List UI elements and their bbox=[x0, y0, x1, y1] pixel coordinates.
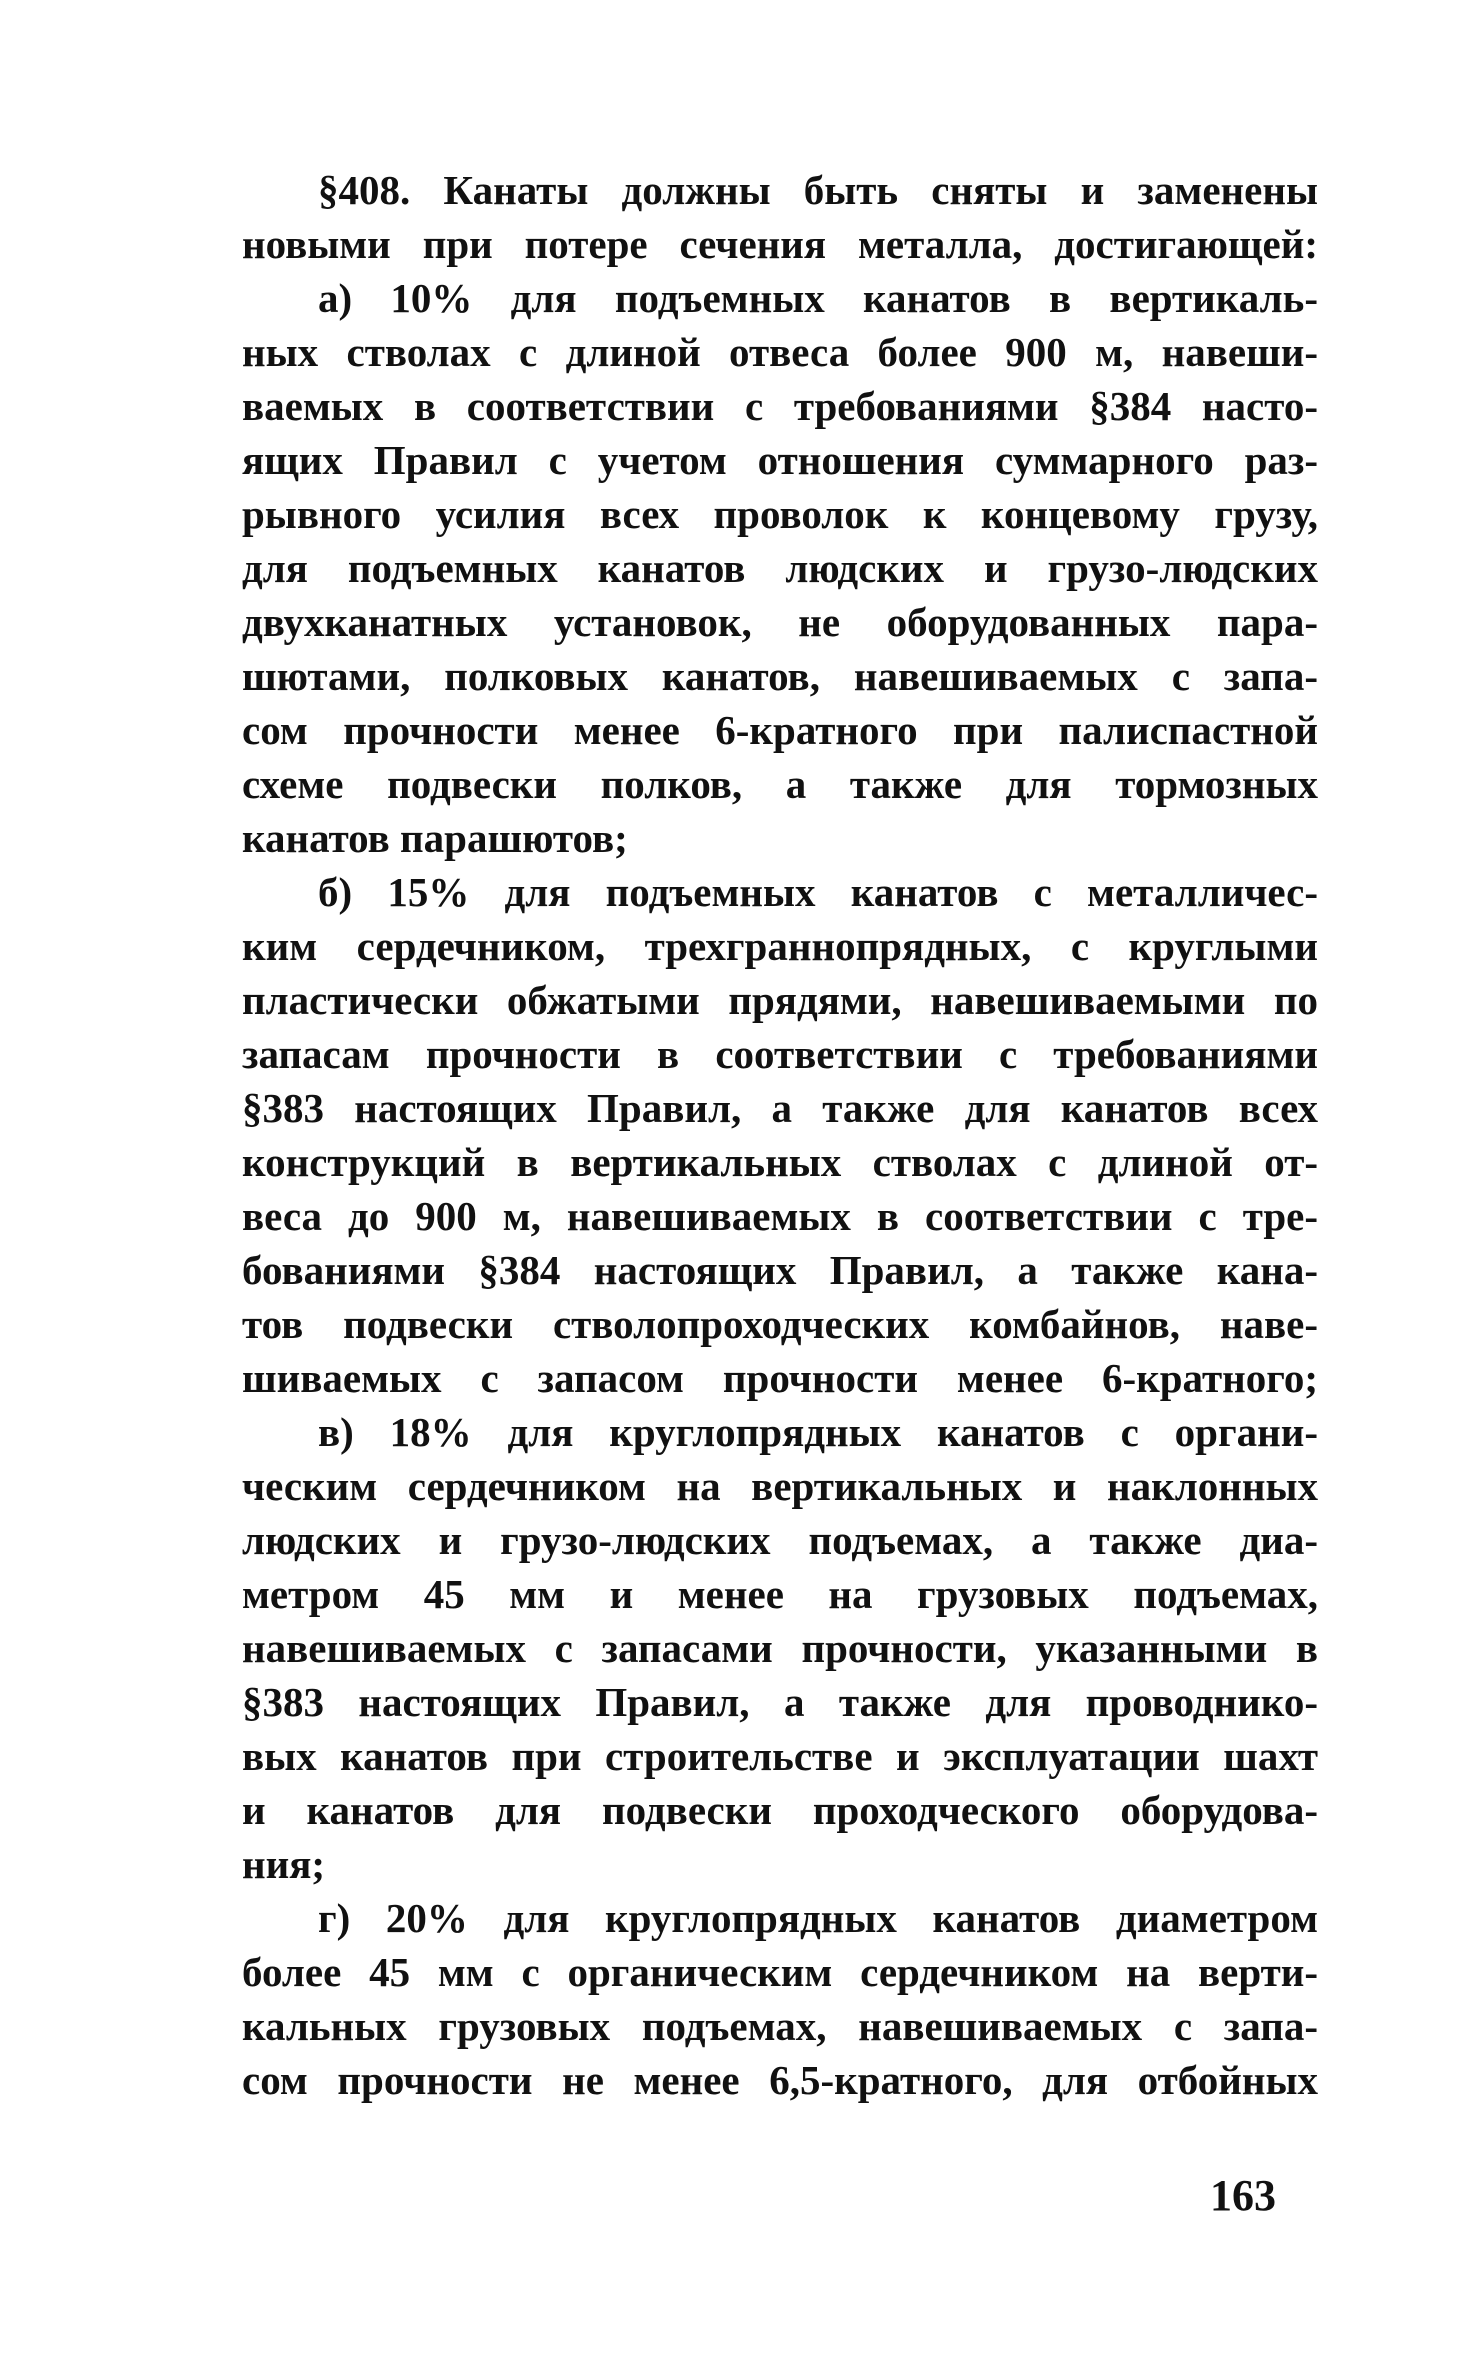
text-line: запасам прочности в соответствии с требованиями bbox=[242, 1031, 1318, 1077]
text-line: ческим сердечником на вертикальных и наклонных bbox=[242, 1463, 1318, 1509]
text-line: тов подвески стволопроходческих комбайнов, наве- bbox=[242, 1301, 1318, 1347]
text-line: §383 настоящих Правил, а также для проводнико- bbox=[242, 1679, 1318, 1725]
text-line: г) 20% для круглопрядных канатов диаметром bbox=[318, 1895, 1318, 1941]
text-line: сом прочности менее 6-кратного при палиспастной bbox=[242, 707, 1318, 753]
text-line: ваемых в соответствии с требованиями §384 насто- bbox=[242, 383, 1318, 429]
text-line: веса до 900 м, навешиваемых в соответствии с тре- bbox=[242, 1193, 1318, 1239]
text-line: канатов парашютов; bbox=[242, 815, 628, 861]
text-line: §408. Канаты должны быть сняты и заменены bbox=[318, 167, 1318, 213]
paragraph bbox=[242, 163, 1318, 271]
paragraph bbox=[242, 1891, 1318, 2107]
text-line: б) 15% для подъемных канатов с металличес- bbox=[318, 869, 1318, 915]
text-line: ким сердечником, трехграннопрядных, с круглыми bbox=[242, 923, 1318, 969]
text-line: для подъемных канатов людских и грузо-людских bbox=[242, 545, 1318, 591]
page-number: 163 bbox=[1210, 2171, 1276, 2220]
text-line: навешиваемых с запасами прочности, указанными в bbox=[242, 1625, 1318, 1671]
body-text bbox=[242, 163, 1318, 2107]
text-line: метром 45 мм и менее на грузовых подъемах, bbox=[242, 1571, 1318, 1617]
text-line: шютами, полковых канатов, навешиваемых с запа- bbox=[242, 653, 1318, 699]
text-line: и канатов для подвески проходческого оборудова- bbox=[242, 1787, 1318, 1833]
text-line: более 45 мм с органическим сердечником на верти- bbox=[242, 1949, 1318, 1995]
text-line: схеме подвески полков, а также для тормозных bbox=[242, 761, 1318, 807]
text-line: бованиями §384 настоящих Правил, а также кана- bbox=[242, 1247, 1318, 1293]
paragraph bbox=[242, 865, 1318, 1405]
text-line: ных стволах с длиной отвеса более 900 м, навеши- bbox=[242, 329, 1318, 375]
text-line: конструкций в вертикальных стволах с длиной от- bbox=[242, 1139, 1318, 1185]
text-line: людских и грузо-людских подъемах, а также диа- bbox=[242, 1517, 1318, 1563]
text-line: кальных грузовых подъемах, навешиваемых с запа- bbox=[242, 2003, 1318, 2049]
paragraph bbox=[242, 271, 1318, 865]
text-line: пластически обжатыми прядями, навешиваемыми по bbox=[242, 977, 1318, 1023]
text-line: вых канатов при строительстве и эксплуатации шахт bbox=[242, 1733, 1318, 1779]
text-line: новыми при потере сечения металла, достигающей: bbox=[242, 221, 1318, 267]
text-line: в) 18% для круглопрядных канатов с органи- bbox=[318, 1409, 1318, 1455]
text-line: сом прочности не менее 6,5-кратного, для отбойных bbox=[242, 2057, 1318, 2103]
text-line: двухканатных установок, не оборудованных пара- bbox=[242, 599, 1318, 645]
text-line: ящих Правил с учетом отношения суммарного раз- bbox=[242, 437, 1318, 483]
text-line: рывного усилия всех проволок к концевому грузу, bbox=[242, 491, 1318, 537]
text-line: шиваемых с запасом прочности менее 6-кратного; bbox=[242, 1355, 1318, 1401]
paragraph bbox=[242, 1405, 1318, 1891]
text-line: а) 10% для подъемных канатов в вертикаль- bbox=[318, 275, 1318, 321]
text-line: ния; bbox=[242, 1841, 326, 1887]
text-line: §383 настоящих Правил, а также для канатов всех bbox=[242, 1085, 1318, 1131]
